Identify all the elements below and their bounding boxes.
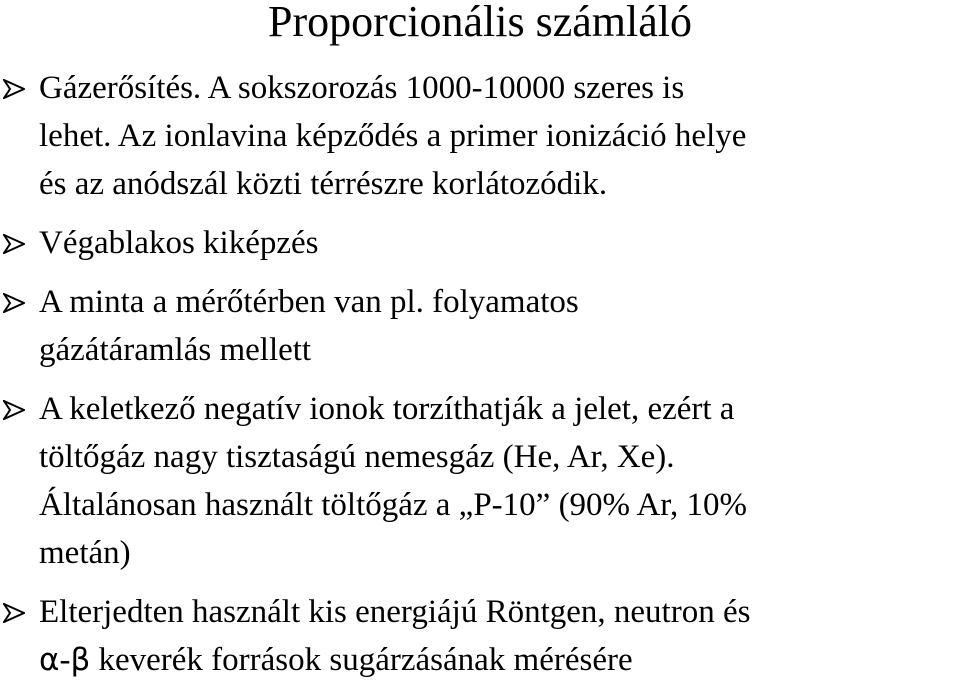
bullet-line: metán) — [39, 535, 131, 571]
beta-symbol: β — [70, 642, 91, 678]
dash-symbol: - — [59, 642, 71, 678]
bullet-line: töltőgáz nagy tisztaságú nemesgáz (He, Ar, Xe). — [39, 439, 675, 475]
arrowhead-bullet-icon — [3, 79, 25, 99]
bullet-line: Végablakos kiképzés — [39, 225, 319, 261]
bullet-line: A minta a mérőtérben van pl. folyamatos — [39, 284, 579, 320]
bullet-item — [0, 385, 960, 577]
bullet-item — [0, 278, 960, 374]
alpha-symbol: α — [39, 642, 60, 678]
bullet-line — [39, 636, 960, 684]
arrowhead-bullet-icon — [3, 234, 25, 254]
bullet-line: és az anódszál közti térrészre korlátozódik. — [39, 166, 608, 202]
bullet-list — [0, 64, 960, 695]
bullet-item — [0, 588, 960, 684]
arrowhead-bullet-icon — [3, 293, 25, 313]
arrowhead-bullet-icon — [3, 603, 25, 623]
bullet-line: lehet. Az ionlavina képződés a primer ionizáció helye — [39, 118, 747, 154]
bullet-item — [0, 219, 960, 267]
bullet-line: A keletkező negatív ionok torzíthatják a jelet, ezért a — [39, 391, 735, 427]
bullet-item — [0, 64, 960, 208]
bullet-line: Elterjedten használt kis energiájú Röntgen, neutron és — [39, 594, 751, 630]
bullet-line: Gázerősítés. A sokszorozás 1000-10000 szeres is — [39, 70, 685, 106]
bullet-line-rest: keverék források sugárzásának mérésére — [90, 642, 633, 678]
bullet-line: gázátáramlás mellett — [39, 332, 312, 368]
arrowhead-bullet-icon — [3, 400, 25, 420]
bullet-line: Általánosan használt töltőgáz a „P-10” (90% Ar, 10% — [39, 487, 747, 523]
slide-title: Proporcionális számláló — [267, 0, 692, 46]
